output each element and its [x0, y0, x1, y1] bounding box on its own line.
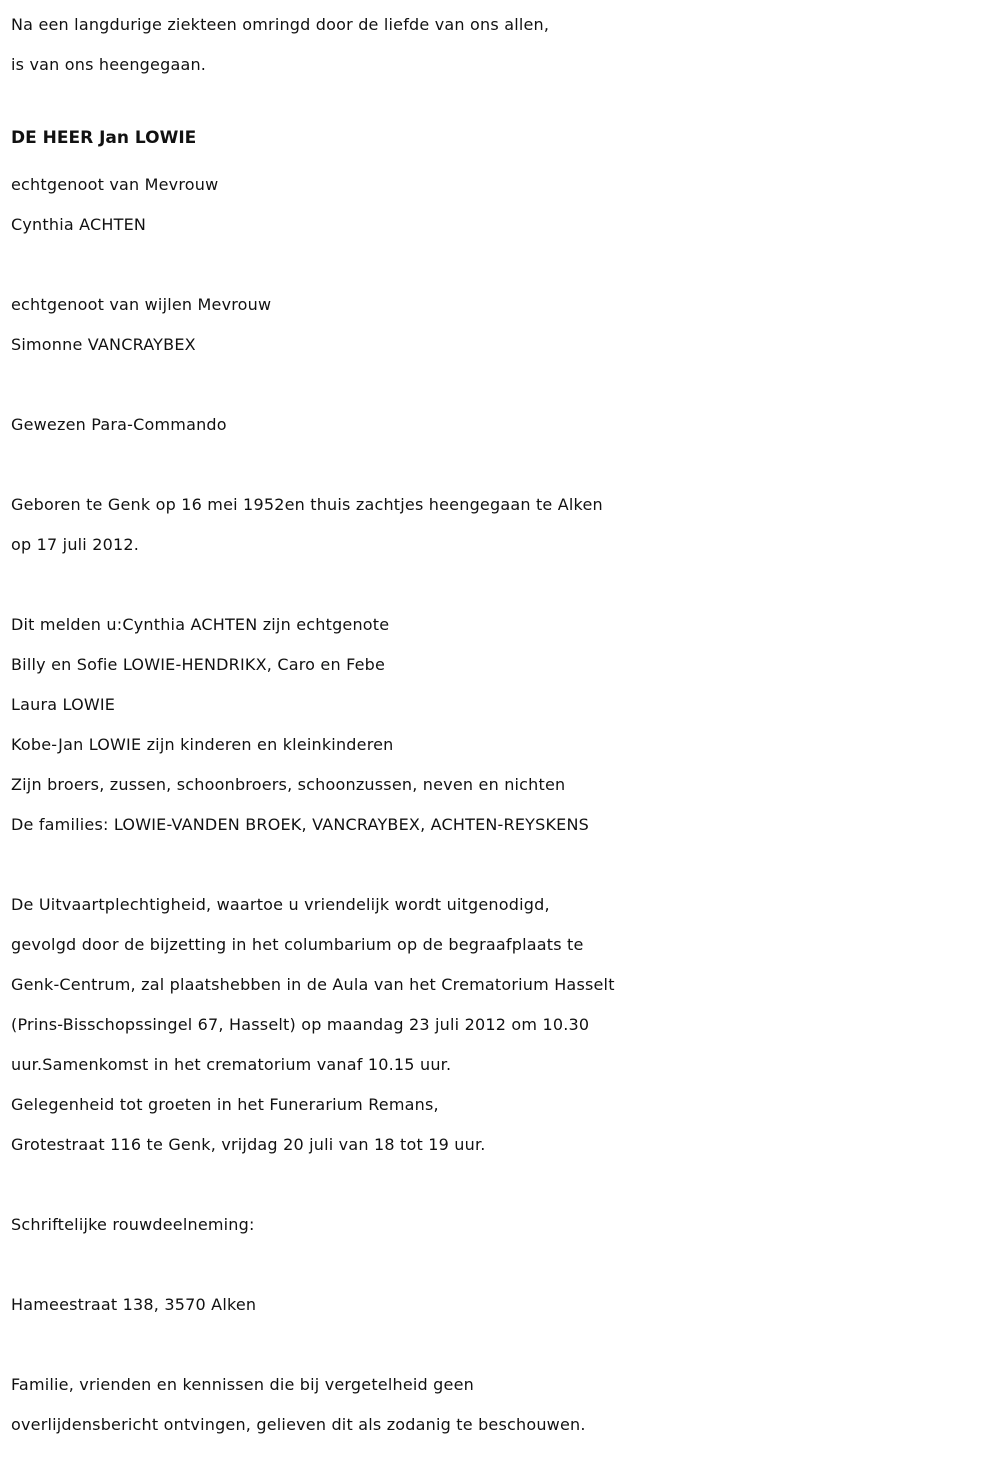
condolence-address: Hameestraat 138, 3570 Alken	[11, 1295, 257, 1314]
late-spouse-section	[11, 285, 996, 365]
profession-line: Gewezen Para-Commando	[11, 415, 227, 434]
spacer	[11, 1325, 996, 1365]
birth-death-line: Geboren te Genk op 16 mei 1952en thuis zachtjes heengegaan te Alken	[11, 495, 603, 514]
spouse-section	[11, 165, 996, 245]
death-notice	[11, 5, 996, 1445]
closing-line: overlijdensbericht ontvingen, gelieven dit als zodanig te beschouwen.	[11, 1415, 586, 1434]
spacer	[11, 845, 996, 885]
deceased-name-title: DE HEER Jan LOWIE	[11, 128, 197, 148]
spacer	[11, 245, 996, 285]
announcer-line: Billy en Sofie LOWIE-HENDRIKX, Caro en Febe	[11, 655, 386, 674]
spouse-line: echtgenoot van Mevrouw	[11, 175, 219, 194]
birth-death-line: op 17 juli 2012.	[11, 535, 140, 554]
announcer-line: Zijn broers, zussen, schoonbroers, schoonzussen, neven en nichten	[11, 775, 566, 794]
birth-death-section	[11, 485, 996, 565]
late-spouse-line: echtgenoot van wijlen Mevrouw	[11, 295, 272, 314]
spacer	[11, 565, 996, 605]
spacer	[11, 1245, 996, 1285]
closing-line: Familie, vrienden en kennissen die bij vergetelheid geen	[11, 1375, 474, 1394]
intro-line: Na een langdurige ziekteen omringd door de liefde van ons allen,	[11, 15, 550, 34]
ceremony-section	[11, 885, 996, 1165]
spacer	[11, 365, 996, 405]
ceremony-line: De Uitvaartplechtigheid, waartoe u vriendelijk wordt uitgenodigd,	[11, 895, 550, 914]
spacer	[11, 1165, 996, 1205]
intro-line: is van ons heengegaan.	[11, 55, 207, 74]
ceremony-line: uur.Samenkomst in het crematorium vanaf 10.15 uur.	[11, 1055, 452, 1074]
intro-section	[11, 5, 996, 85]
spacer	[11, 85, 996, 111]
closing-section	[11, 1365, 996, 1445]
ceremony-line: gevolgd door de bijzetting in het columbarium op de begraafplaats te	[11, 935, 584, 954]
announcers-section	[11, 605, 996, 845]
ceremony-line: Gelegenheid tot groeten in het Funerarium Remans,	[11, 1095, 439, 1114]
ceremony-line: Grotestraat 116 te Genk, vrijdag 20 juli van 18 tot 19 uur.	[11, 1135, 486, 1154]
condolence-label: Schriftelijke rouwdeelneming:	[11, 1215, 255, 1234]
announcer-line: Kobe-Jan LOWIE zijn kinderen en kleinkinderen	[11, 735, 394, 754]
announcer-line: Laura LOWIE	[11, 695, 116, 714]
spacer	[11, 445, 996, 485]
ceremony-line: (Prins-Bisschopssingel 67, Hasselt) op maandag 23 juli 2012 om 10.30	[11, 1015, 590, 1034]
announcer-line: De families: LOWIE-VANDEN BROEK, VANCRAYBEX, ACHTEN-REYSKENS	[11, 815, 590, 834]
ceremony-line: Genk-Centrum, zal plaatshebben in de Aula van het Crematorium Hasselt	[11, 975, 615, 994]
spouse-line: Cynthia ACHTEN	[11, 215, 147, 234]
announcer-line: Dit melden u:Cynthia ACHTEN zijn echtgenote	[11, 615, 390, 634]
late-spouse-line: Simonne VANCRAYBEX	[11, 335, 196, 354]
